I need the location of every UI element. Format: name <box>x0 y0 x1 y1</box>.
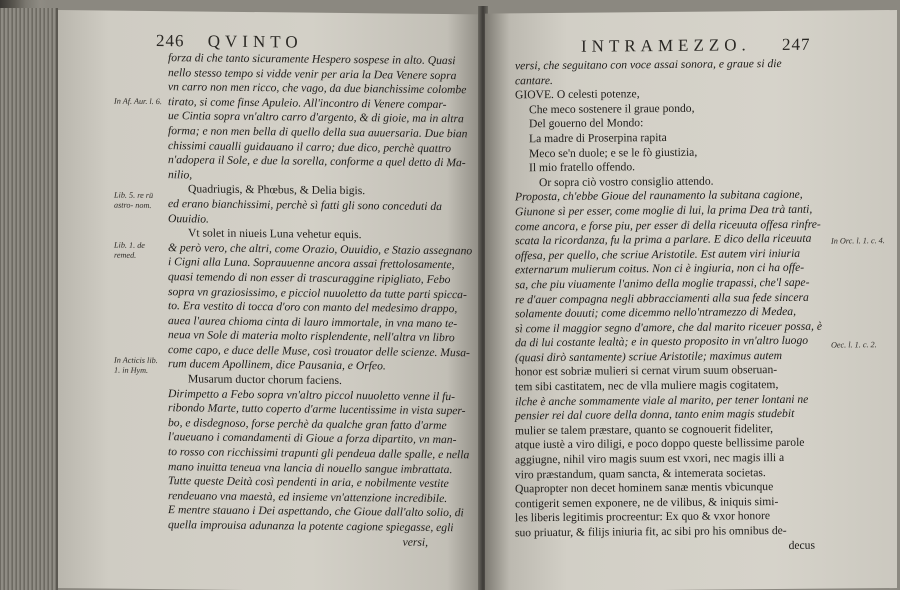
text-line: (quasi dirò santamente) scriue Aristotile; maximus autem <box>515 348 783 365</box>
left-page-header <box>156 31 303 53</box>
text-line: come capo, e duce delle Muse, così trouator delle scienze. Musa- <box>168 343 470 360</box>
text-line: Quapropter non decet hominem sanæ mentis vbicunque <box>515 480 774 496</box>
right-running-head: INTRAMEZZO. <box>581 35 751 56</box>
text-line: ue Cintia sopra vn'altro carro d'argento, & di gioie, ma in altra <box>168 109 464 126</box>
text-line: ribondo Marte, tutto coperto d'arme lucentissime in vista super- <box>168 401 466 418</box>
page-edges <box>0 8 58 590</box>
text-line: bo, e disdegnoso, forse perchè da qualche gran fatto d'arme <box>168 415 447 432</box>
left-page <box>58 10 481 590</box>
right-body-text <box>515 56 845 555</box>
text-line: quella improuisa adunanza la potente cagione spiegasse, egli <box>168 518 454 535</box>
text-line: contigerit semen exponere, ne de vilibus, & iniquis simi- <box>515 494 779 511</box>
text-line: aggiugne, nihil viro magis suum est vxori, nec magis illi a <box>515 451 785 467</box>
text-line: nilio, <box>168 167 193 182</box>
text-line: mano inuitta teneua vna lancia di nouello sangue imbrattata. <box>168 459 453 476</box>
text-line: pensier rei dal cuore della donna, tanto enim magis studebit <box>515 407 795 423</box>
text-line: Proposta, ch'ebbe Gioue del raunamento la subitana cagione, <box>515 188 803 204</box>
text-line: Ouuidio. <box>168 211 209 226</box>
verse-line: Che meco sostenere il graue pondo, <box>529 101 695 116</box>
verse-line: Del gouerno del Mondo: <box>529 116 644 131</box>
verse-line: Vt solet in niueis Luna vehetur equis. <box>188 226 362 242</box>
right-page-number: 247 <box>781 34 811 55</box>
verse-line: La madre di Proserpina rapita <box>529 130 667 146</box>
text-line: da di lui costante lealtà; e in questo proposito in vn'altro luogo <box>515 334 809 350</box>
left-running-head: QVINTO <box>207 31 303 52</box>
text-line: solamente douuti; come dicemmo nello'ntramezzo di Medea, <box>515 304 796 321</box>
text-line: Giunone sì per esser, come moglie di lui, la prima Dea trà tanti, <box>515 202 813 219</box>
text-line: to. Era vestito di tocca d'oro con manto del medesimo drappo, <box>168 299 458 316</box>
text-line: tirato, si come finse Apuleio. All'incontro di Venere compar- <box>168 94 447 111</box>
speaker-line: GIOVE. O celesti potenze, <box>515 87 640 102</box>
text-line: ed erano bianchissimi, perchè sì fatti gli sono conceduti da <box>168 197 442 213</box>
verse-line: Or sopra ciò vostro consiglio attendo. <box>539 174 714 189</box>
text-line: honor est sobriæ mulieri si cernat virum suum obseruan- <box>515 363 778 379</box>
text-line: neua vn Sole di materia molto risplendente, nell'altra vn libro <box>168 328 455 345</box>
right-page <box>485 10 897 590</box>
text-line: mulier se talem præstare, quanto se cognouerit fideliter, <box>515 421 774 438</box>
text-line: ilche è anche sommamente viale al marito, per tener lontani ne <box>515 392 809 408</box>
text-line: auea l'aurea chioma cinta di lauro immortale, in vna mano te- <box>168 313 458 330</box>
margin-note: Oec. l. 1. c. 2. <box>831 340 877 350</box>
text-line: to rosso con ricchissimi trapunti gli pendeua dalle spalle, e nella <box>168 445 470 462</box>
margin-note: In Af. Aur. l. 6. <box>114 96 162 107</box>
text-line: rendeuano vna maestà, ed insieme vn'attenzione incredibile. <box>168 488 448 505</box>
text-line: n'adopera il Sole, e due la sorella, conforme a quel detto di Ma- <box>168 153 466 170</box>
text-line: forza di che tanto sicuramente Hespero sospese in alto. Quasi <box>168 51 456 68</box>
left-body-text <box>168 51 473 550</box>
text-line: offesa, per quello, che scriue Aristotile. Est autem viri iniuria <box>515 246 801 263</box>
text-line: quasi temendo di non esser di trascuraggine ripigliato, Febo <box>168 270 451 287</box>
margin-note: Lib. 5. re rū astro- nom. <box>114 190 154 210</box>
text-line: versi, che seguitano con voce assai sonora, e graue si die <box>515 57 782 73</box>
margin-note: Lib. 1. de remed. <box>114 240 145 260</box>
text-line: nello stesso tempo si vidde venir per aria la Dea Venere sopra <box>168 65 457 82</box>
text-line: sì come il maggior segno d'amore, che dal marito riceuer possa, è <box>515 319 822 336</box>
text-line: i Cigni alla Luna. Soprauuenne ancora assai frettolosamente, <box>168 255 455 272</box>
text-line: sopra vn graziosissimo, e picciol nuuoletto da tutte parti spicca- <box>168 284 467 301</box>
text-line: cantare. <box>515 73 553 87</box>
text-line: scata la ricordanza, fu la prima a parlare. E dico della riceuuta <box>515 231 812 248</box>
text-line: E mentre stauano i Dei aspettando, che Gioue dall'alto solio, di <box>168 503 464 520</box>
verse-line: Quadriugis, & Phœbus, & Delia bigis. <box>188 182 366 198</box>
text-line: les liberis legitimis procreentur: Ex quo & vxor honore <box>515 509 771 525</box>
text-line: viro præstandum, quam sancta, & intemerata societas. <box>515 465 766 481</box>
text-line: come ancora, e forse piu, per esser di della riceuuta offesa rinfre- <box>515 217 821 233</box>
catchword: decus <box>788 538 815 552</box>
margin-note: In Acticis lib. 1. in Hym. <box>114 355 158 375</box>
verse-line: Meco se'n duole; e se le fò giustizia, <box>529 145 698 160</box>
text-line: externarum mulierum coitus. Non ci è ingiuria, non ci ha offe- <box>515 261 805 277</box>
verse-line: Il mio fratello offendo. <box>529 160 636 175</box>
text-line: vn carro non men ricco, che vago, da due bianchissime colombe <box>168 80 467 97</box>
text-line: tem sibi castitatem, nec de vlla muliere magis cogitatem, <box>515 378 779 394</box>
text-line: rum ducem Apollinem, dice Pausania, e Orfeo. <box>168 357 386 373</box>
right-page-header <box>581 35 810 57</box>
text-line: Tutte queste Deità così pendenti in aria, e nobilmente vestite <box>168 474 449 491</box>
text-line: & però vero, che altri, come Orazio, Ouuidio, e Stazio assegnano <box>168 240 473 258</box>
left-page-number: 246 <box>156 31 185 51</box>
verse-line: Musarum ductor chorum faciens. <box>188 372 342 388</box>
margin-note: In Orc. l. 1. c. 4. <box>831 236 885 246</box>
text-line: chissimi caualli guidauano il carro; due dico, perchè quattro <box>168 138 452 155</box>
text-line: re d'auer compagna negli abbracciamenti alla sua fede sincera <box>515 290 809 306</box>
text-line: l'aueuano i comandamenti di Gioue a forza dipartito, vn man- <box>168 430 457 447</box>
text-line: sa, che piu viuamente l'animo della moglie trapassi, che'l sape- <box>515 275 810 292</box>
text-line: forma; e non men bella di quello della sua auuersaria. Due bian <box>168 124 468 141</box>
catchword: versi, <box>402 535 428 549</box>
text-line: Dirimpetto a Febo sopra vn'altro piccol nuuoletto venne il fu- <box>168 386 456 403</box>
text-line: suo priuatur, & filijs iniuria fit, ac sibi pro his omnibus de- <box>515 523 787 540</box>
text-line: atque iustè a viro diligi, e poco doppo queste bellissime parole <box>515 436 805 452</box>
